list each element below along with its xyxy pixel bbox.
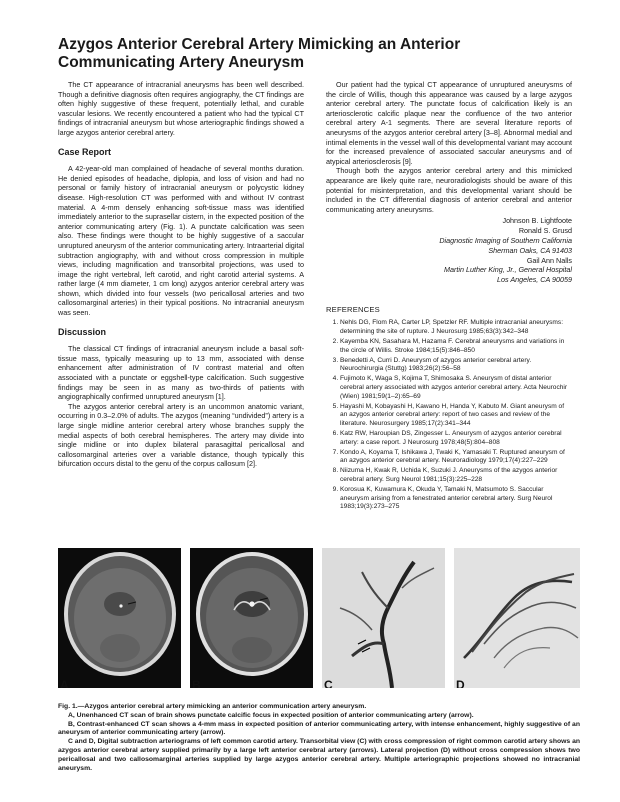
discussion-heading: Discussion — [58, 326, 107, 337]
panel-label-a: A — [60, 678, 69, 688]
reference-item: 9. Korosua K, Kuwamura K, Okuda Y, Tamaki N, Matsumoto S. Saccular aneurysm arising from a fenestrated anterior cerebral artery. Surg Neurol 1983;19(3):273–275 — [340, 486, 572, 512]
reference-item: 7. Kondo A, Koyama T, Ishikawa J, Twaki K, Yamasaki T. Ruptured aneurysm of an azygos anterior cerebral artery. Neuroradiology 1979;17(4):227–229 — [340, 449, 572, 467]
caption-panel-a: A, Unenhanced CT scan of brain shows punctate calcific focus in expected position of anterior communicating artery (arrow). — [68, 711, 474, 719]
figure-panel-a — [58, 548, 181, 688]
affiliation-line: Diagnostic Imaging of Southern California — [439, 235, 572, 245]
caption-panels-c-d: C and D, Digital subtraction arteriograms of left common carotid artery. Transorbital view (C) with cross compression of right common carotid artery shows an azygos anterior cerebral artery supplied primarily by a large left anterior cerebral artery (arrows). Lateral projection (D) without cross compression shows two pericallosal and two callosomarginal arteries supplied by large azygos anterior cerebral artery. Multiple arteriographic projections showed no intracranial aneurysm. — [58, 738, 581, 772]
author-name: Ronald S. Grusd — [518, 226, 572, 236]
affiliation-line: Los Angeles, CA 90059 — [497, 275, 572, 285]
figure-caption — [58, 703, 580, 773]
affiliation-line: Sherman Oaks, CA 91403 — [488, 245, 572, 255]
panel-label-b: B — [192, 678, 201, 688]
intro-paragraph: The CT appearance of intracranial aneurysms has been well described. Though a definitive diagnosis often requires angiography, the CT findings are often highly suggestive of these frequent, potentially lethal, and curable vascular lesions. We recently encountered a patient who had the typical CT findings of intracranial aneurysm but whose arteriographic findings showed a large azygos anterior cerebral artery. — [58, 80, 304, 137]
reference-item: 3. Benedetti A, Curri D. Aneurysm of azygos anterior cerebral artery. Neurochirurgia (Stuttg) 1983;26(2):56–58 — [340, 357, 572, 375]
author-name: Gail Ann Nalls — [526, 255, 572, 265]
figure-panel-d — [454, 548, 580, 688]
author-signature — [326, 216, 572, 285]
ct-scan-unenhanced-image — [58, 548, 181, 688]
discussion-paragraph-2: The azygos anterior cerebral artery is an uncommon anatomic variant, occurring in 0.3–2.0% of adults. The azygos (meaning “undivided”) artery is a large single midline anterior cerebral artery whose branches supply the medial aspects of both cerebral hemispheres. The artery may divide into single midline or into duplex bilateral parasagittal pericallosal and callosomarginal arteries over a variable distance, though typically this bifurcation occurs distal to the genu of the corpus callosum [2]. — [58, 401, 304, 469]
case-report-paragraph: A 42-year-old man complained of headache of several months duration. He denied episodes of headache, diplopia, and loss of vision and had no personal or family history of intracranial aneurysm or polycystic kidney disease. High-resolution CT was performed with and without IV contrast material. A 4-mm densely enhancing soft-tissue mass was identified immediately anterior to the suprasellar cistern, in the expected position of the anterior communicating artery (Fig. 1). A punctate calcification was seen also. These findings were thought to be highly suggestive of a saccular unruptured aneurysm of the anterior communicating artery. Intraarterial digital subtraction angiography, with and without cross compression in multiple views, including magnification and transorbital projections, was used to image the right vertebral, left carotid, and right carotid arterial systems. A rather large (4 mm diameter, 1 cm long) azygos anterior cerebral artery was shown, which divided into four vessels (two pericallosal arteries and two callosomarginal arteries) in their typical positions. No intracranial aneurysm was seen. — [58, 164, 304, 318]
reference-item: 6. Katz RW, Haroupian DS, Zingesser L. Aneurysm of azygos anterior cerebral artery: a case report. J Neurosurg 1978;48(5):804–808 — [340, 430, 572, 448]
reference-item: 4. Fujimoto K, Waga S, Kojima T, Shimosaka S. Aneurysm of distal anterior cerebral artery associated with azygos anterior cerebral artery. Acta Neurochir (Wien) 1981;59(1–2):65–69 — [340, 375, 572, 401]
ct-scan-enhanced-image — [190, 548, 313, 688]
article-title: Azygos Anterior Cerebral Artery Mimicking an Anterior Communicating Artery Aneurysm — [58, 36, 461, 71]
right-paragraph-2: Though both the azygos anterior cerebral artery and this mimicked appearance are likely quite rare, neuroradiologists should be aware of this potential for misinterpretation, and this developmental variant should be included in the CT differential diagnosis of anterior cerebral and anterior communicating artery aneurysms. — [326, 166, 572, 214]
caption-title: Fig. 1.—Azygos anterior cerebral artery mimicking an anterior communication artery aneurysm. — [58, 703, 367, 710]
references-list — [326, 319, 572, 512]
figure-panel-c — [322, 548, 445, 688]
author-name: Johnson B. Lightfoote — [502, 216, 572, 226]
figure-panel-b — [190, 548, 313, 688]
angiogram-transorbital-image — [322, 548, 445, 688]
case-report-heading: Case Report — [58, 146, 112, 157]
right-column — [326, 80, 572, 513]
right-paragraph-1: Our patient had the typical CT appearance of unruptured aneurysms of the circle of Willis, though this appearance was caused by a large azygos anterior cerebral artery. The punctate focus of calcification likely is an arteriosclerotic calcific plaque near the confluence of the two anterior cerebral artery A-1 segments. There are several literature reports of aneurysms of the azygos anterior cerebral artery [3–8]. Abnormal medial and intimal elements in the vessel wall of this developmental variant may account for the increased prevalence of associated saccular aneurysms and of atypical arteriosclerosis [9]. — [326, 80, 572, 166]
reference-item: 8. Niizuma H, Kwak R, Uchida K, Suzuki J. Aneurysms of the azygos anterior cerebral artery. Surg Neurol 1981;15(3):225–228 — [340, 467, 572, 485]
reference-item: 1. Nehls DG, Flom RA, Carter LP, Spetzler RF. Multiple intracranial aneurysms: determining the site of rupture. J Neurosurg 1985;63(3):342–348 — [340, 319, 572, 337]
panel-label-d: D — [456, 678, 465, 688]
panel-label-c: C — [324, 678, 333, 688]
affiliation-line: Martin Luther King, Jr., General Hospital — [444, 265, 572, 275]
references-heading: REFERENCES — [326, 304, 380, 314]
angiogram-lateral-image — [454, 548, 580, 688]
discussion-paragraph-1: The classical CT findings of intracranial aneurysm include a basal soft-tissue mass, typically measuring up to 13 mm, associated with dense enhancement after administration of IV contrast material and often associated with a punctate or eggshell-type calcification. Such suggestive findings may be seen in as many as two-thirds of patients with angiographically confirmed unruptured aneurysm [1]. — [58, 344, 304, 402]
reference-item: 2. Kayemba KN, Sasahara M, Hazama F. Cerebral aneurysms and variations in the circle of Willis. Stroke 1984;15(5):846–850 — [340, 338, 572, 356]
figure-panels — [58, 548, 580, 688]
caption-panel-b: B, Contrast-enhanced CT scan shows a 4-mm mass in expected position of anterior communicating artery, with intense enhancement, highly suggestive of an aneurysm of anterior communicating artery (arrow). — [58, 720, 580, 737]
reference-item: 5. Hayashi M, Kobayashi H, Kawano H, Handa Y, Kabuto M. Giant aneurysm of an azygos anterior cerebral artery: report of two cases and review of the literature. Neurosurgery 1985;17(2):341–344 — [340, 403, 572, 429]
left-column — [58, 80, 304, 469]
